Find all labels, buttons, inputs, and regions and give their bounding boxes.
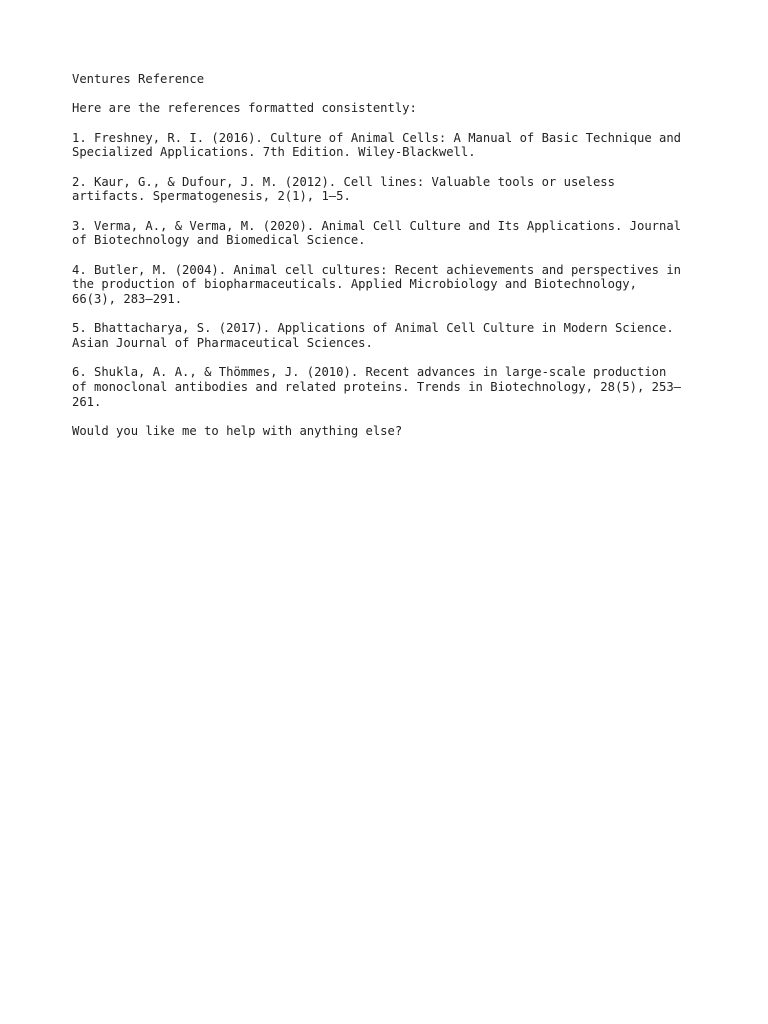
closing-text: Would you like me to help with anything else? bbox=[72, 424, 403, 438]
reference-item bbox=[72, 219, 712, 248]
reference-line: the production of biopharmaceuticals. Applied Microbiology and Biotechnology, bbox=[72, 277, 637, 292]
reference-line: 261. bbox=[72, 394, 102, 409]
document-title: Ventures Reference bbox=[72, 72, 205, 86]
reference-item bbox=[72, 175, 712, 204]
reference-line: artifacts. Spermatogenesis, 2(1), 1–5. bbox=[72, 189, 351, 204]
intro-text: Here are the references formatted consistently: bbox=[72, 101, 417, 116]
reference-line: 5. Bhattacharya, S. (2017). Applications of Animal Cell Culture in Modern Science. bbox=[72, 321, 674, 336]
reference-item bbox=[72, 321, 712, 350]
reference-item bbox=[72, 263, 712, 307]
reference-line: 6. Shukla, A. A., & Thömmes, J. (2010). Recent advances in large-scale production bbox=[72, 365, 667, 380]
reference-line: Asian Journal of Pharmaceutical Sciences. bbox=[72, 336, 373, 350]
reference-item bbox=[72, 365, 712, 409]
reference-line: of Biotechnology and Biomedical Science. bbox=[72, 233, 366, 248]
reference-line: 2. Kaur, G., & Dufour, J. M. (2012). Cell lines: Valuable tools or useless bbox=[72, 174, 615, 189]
reference-line: of monoclonal antibodies and related proteins. Trends in Biotechnology, 28(5), 253– bbox=[72, 380, 682, 394]
document-page bbox=[72, 72, 712, 453]
reference-line: Specialized Applications. 7th Edition. Wiley-Blackwell. bbox=[72, 145, 476, 160]
reference-line: 3. Verma, A., & Verma, M. (2020). Animal Cell Culture and Its Applications. Journal bbox=[72, 218, 682, 233]
reference-line: 4. Butler, M. (2004). Animal cell cultures: Recent achievements and perspectives in bbox=[72, 262, 682, 277]
reference-line: 1. Freshney, R. I. (2016). Culture of Animal Cells: A Manual of Basic Technique and bbox=[72, 130, 682, 145]
reference-line: 66(3), 283–291. bbox=[72, 292, 183, 306]
reference-item bbox=[72, 131, 712, 160]
